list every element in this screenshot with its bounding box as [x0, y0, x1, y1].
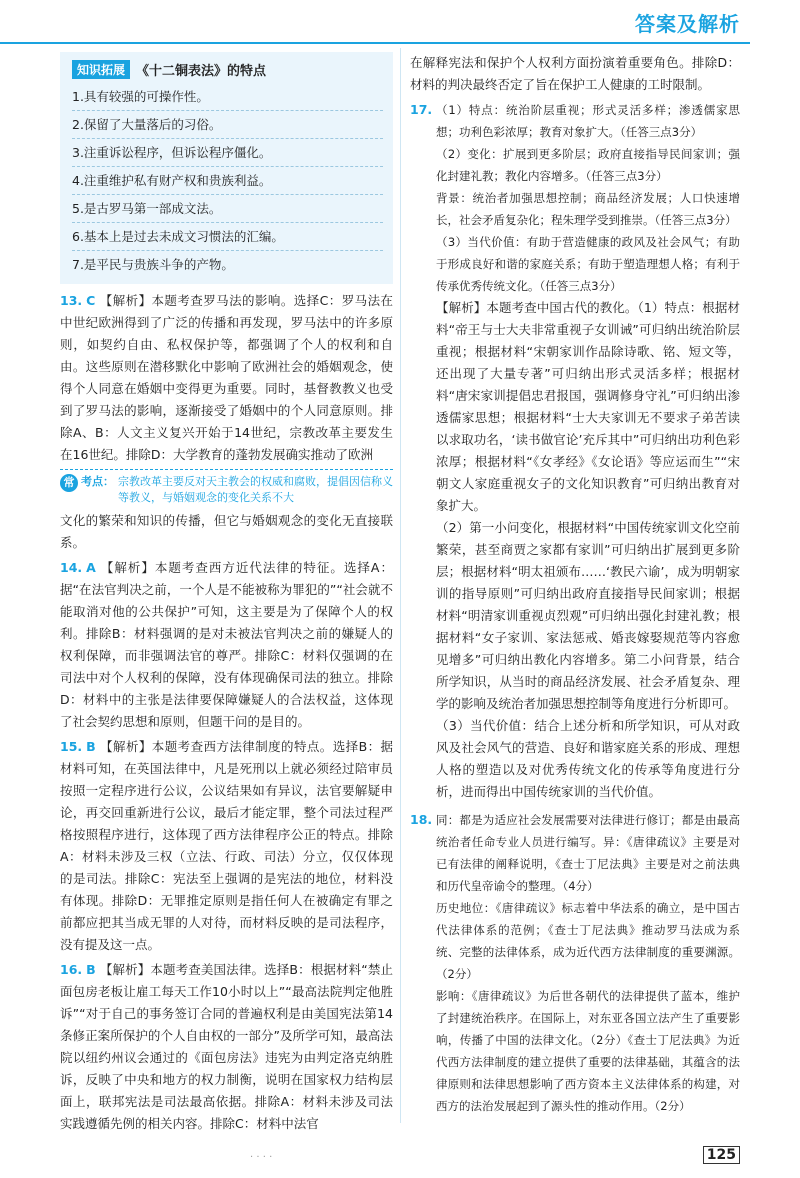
right-column: [410, 52, 740, 1117]
left-column: [60, 52, 393, 1138]
question-number: 16.: [60, 962, 83, 977]
question-14: [60, 557, 393, 733]
answer-line: 影响：《唐律疏议》为后世各朝代的法律提供了蓝本，维护了封建统治秩序。在国际上，对东亚各国立法产生了重要影响，传播了中国的法律文化。（2分）《查士丁尼法典》为近代西方法律制度的建立提供了重要的法律基础，其蕴含的法律原则和法律思想影响了西方资本主义法律体系的构建，对西方的法治发展起到了源头性的推动作用。（2分）: [436, 989, 740, 1113]
column-divider: [400, 48, 401, 1123]
question-analysis: 【解析】本题考查西方近代法律的特征。选择A：据“在法官判决之前，一个人是不能被称为罪犯的”“社会就不能取消对他的公共保护”可知，这主要是为了保障个人的权利。排除B：材料强调的是对未被法官判决之前的嫌疑人的权利保障，而非强调法官的尊严。排除C：材料仅强调的在司法中对个人权利的保障，没有体现确保司法的独立。排除D：材料中的主张是法律要保障嫌疑人的合法权益，这体现了社会契约思想和原则，但题干问的是目的。: [60, 560, 393, 729]
answer-line: （3）当代价值：有助于营造健康的政风及社会风气；有助于形成良好和谐的家庭关系；有助于塑造理想人格；有利于传承优秀传统文化。（任答三点3分）: [436, 235, 740, 293]
knowledge-title: 《十二铜表法》的特点: [136, 64, 267, 79]
tip-label: 考点：: [81, 475, 114, 488]
knowledge-item: 1.具有较强的可操作性。: [72, 83, 383, 111]
question-number: 14.: [60, 560, 83, 575]
answer-line: （1）特点：统治阶层重视；形式灵活多样；渗透儒家思想；功利色彩浓厚；教育对象扩大。（任答三点3分）: [436, 103, 740, 139]
header-rule: [0, 42, 750, 44]
question-16: [60, 959, 393, 1135]
knowledge-item: 7.是平民与贵族斗争的产物。: [72, 257, 234, 272]
question-analysis: 【解析】本题考查西方法律制度的特点。选择B：据材料可知，在英国法律中，凡是死刑以上就必须经过陪审员按照一定程序进行公议，公议结果如有异议，法官要解疑申论，再交回重新进行公议，最后才能定罪，整个司法过程严格按照程序进行，这体现了西方法律程序公正的特点。排除A：材料未涉及三权（立法、行政、司法）分立，仅仅体现的是司法。排除C：宪法至上强调的是宪法的地位，材料没有体现。排除D：无罪推定原则是指任何人在被确定有罪之前都应把其当成无罪的人对待，而材料反映的是司法程序，没有提及这一点。: [60, 739, 393, 952]
knowledge-box-header: [72, 60, 383, 79]
knowledge-item: 5.是古罗马第一部成文法。: [72, 195, 383, 223]
knowledge-box: [60, 52, 393, 284]
knowledge-item: 2.保留了大量落后的习俗。: [72, 111, 383, 139]
question-number: 15.: [60, 739, 83, 754]
question-16-continued: 在解释宪法和保护个人权利方面扮演着重要角色。排除D：材料的判决最终否定了旨在保护工人健康的工时限制。: [410, 55, 740, 92]
analysis-paragraph: （3）当代价值：结合上述分析和所学知识，可从对政风及社会风气的营造、良好和谐家庭关系的形成、理想人格的塑造以及对优秀传统文化的传承等角度进行分析，进而得出中国传统家训的当代价值。: [436, 718, 740, 799]
question-analysis: 【解析】本题考查罗马法的影响。选择C：罗马法在中世纪欧洲得到了广泛的传播和再发现，罗马法中的许多原则，如契约自由、私权保护等，都强调了个人的权利和自由。这些原则在潜移默化中影响了欧洲社会的婚姻观念，使得个人同意在婚姻中变得更为重要。同时，基督教教义也受到了罗马法的影响，逐渐接受了婚姻中的个人同意原则。排除A、B：人文主义复兴开始于14世纪，宗教改革主要发生在16世纪。排除D：大学教育的蓬勃发展确实推动了欧洲: [60, 293, 393, 462]
footer-marks: · · · ·: [250, 1152, 273, 1163]
question-number: 13.: [60, 293, 83, 308]
answer-letter: C: [86, 293, 96, 308]
question-number: 17.: [410, 102, 433, 117]
question-number: 18.: [410, 812, 433, 827]
question-13: [60, 290, 393, 466]
answer-letter: B: [86, 962, 96, 977]
question-13-tail: 文化的繁荣和知识的传播，但它与婚姻观念的变化无直接联系。: [60, 513, 393, 550]
question-15: [60, 736, 393, 956]
question-analysis: 【解析】本题考查美国法律。选择B：根据材料“禁止面包房老板让雇工每天工作10小时以上”“最高法院判定他胜诉”“对于自己的事务签订合同的普遍权利是由美国宪法第14条修正案所保护的个人自由权的一部分”及所学可知，最高法院以纽约州议会通过的《面包房法》违宪为由判定洛克纳胜诉，反映了中央和地方的权力制衡，说明在国家权力结构层面上，联邦宪法是司法最高依据。排除A：材料未涉及司法实践遵循先例的相关内容。排除C：材料中法官: [60, 962, 393, 1131]
answer-line: 同：都是为适应社会发展需要对法律进行修订；都是由最高统治者任命专业人员进行编写。异：《唐律疏议》主要是对已有法律的阐释说明，《查士丁尼法典》主要是对之前法典和历代皇帝谕令的整理。（4分）: [436, 813, 740, 893]
analysis-paragraph: 【解析】本题考查中国古代的教化。（1）特点：根据材料“帝王与士大夫非常重视子女训诫”可归纳出统治阶层重视；根据材料“宋朝家训作品除诗歌、铭、短文等，还出现了大量专著”可归纳出形式灵活多样；根据材料“唐宋家训提倡忠君报国，强调修身守礼”可归纳出渗透儒家思想；根据材料“士大夫家训无不要求子弟苦读以求取功名，‘读书做官论’充斥其中”可归纳出功利色彩浓厚；根据材料“《女孝经》《女论语》等应运而生”“宋朝文人家庭重视女子的文化知识教育”可归纳出教育对象扩大。: [436, 300, 740, 513]
tip-text: 宗教改革主要反对天主教会的权威和腐败，提倡因信称义等教义，与婚姻观念的变化关系不大: [118, 475, 393, 504]
answer-line: 背景：统治者加强思想控制；商品经济发展；人口快速增长，社会矛盾复杂化；程朱理学受到推崇。（任答三点3分）: [436, 191, 740, 227]
answer-line: （2）变化：扩展到更多阶层；政府直接指导民间家训；强化封建礼教；教化内容增多。（任答三点3分）: [436, 147, 740, 183]
exam-tip: [60, 469, 393, 506]
page-number: 125: [703, 1146, 740, 1164]
page-header-title: 答案及解析: [635, 12, 740, 36]
answer-line: 历史地位：《唐律疏议》标志着中华法系的确立，是中国古代法律体系的范例；《查士丁尼法典》推动罗马法成为系统、完整的法律体系，成为近代西方法律制度的重要渊源。（2分）: [436, 901, 740, 981]
analysis-paragraph: （2）第一小问变化，根据材料“中国传统家训文化空前繁荣，甚至商贾之家都有家训”可归纳出扩展到更多阶层；根据材料“明太祖颁布……‘教民六谕’，成为明朝家训的指导原则”可归纳出政府直接指导民间家训；根据材料“明清家训重视贞烈观”可归纳出强化封建礼教；根据材料“女子家训、家法惩戒、婚丧嫁娶规范等内容愈见增多”可归纳出教化内容增多。第二小问背景，结合所学知识，从当时的商品经济发展、社会矛盾复杂、理学的影响及统治者加强思想控制等角度进行分析即可。: [436, 520, 740, 711]
knowledge-item: 6.基本上是过去未成文习惯法的汇编。: [72, 223, 383, 251]
answer-letter: A: [86, 560, 96, 575]
knowledge-item: 3.注重诉讼程序，但诉讼程序僵化。: [72, 139, 383, 167]
answer-letter: B: [86, 739, 96, 754]
knowledge-item: 4.注重维护私有财产权和贵族利益。: [72, 167, 383, 195]
knowledge-tag: 知识拓展: [72, 60, 130, 79]
tip-icon: 常: [60, 474, 78, 492]
